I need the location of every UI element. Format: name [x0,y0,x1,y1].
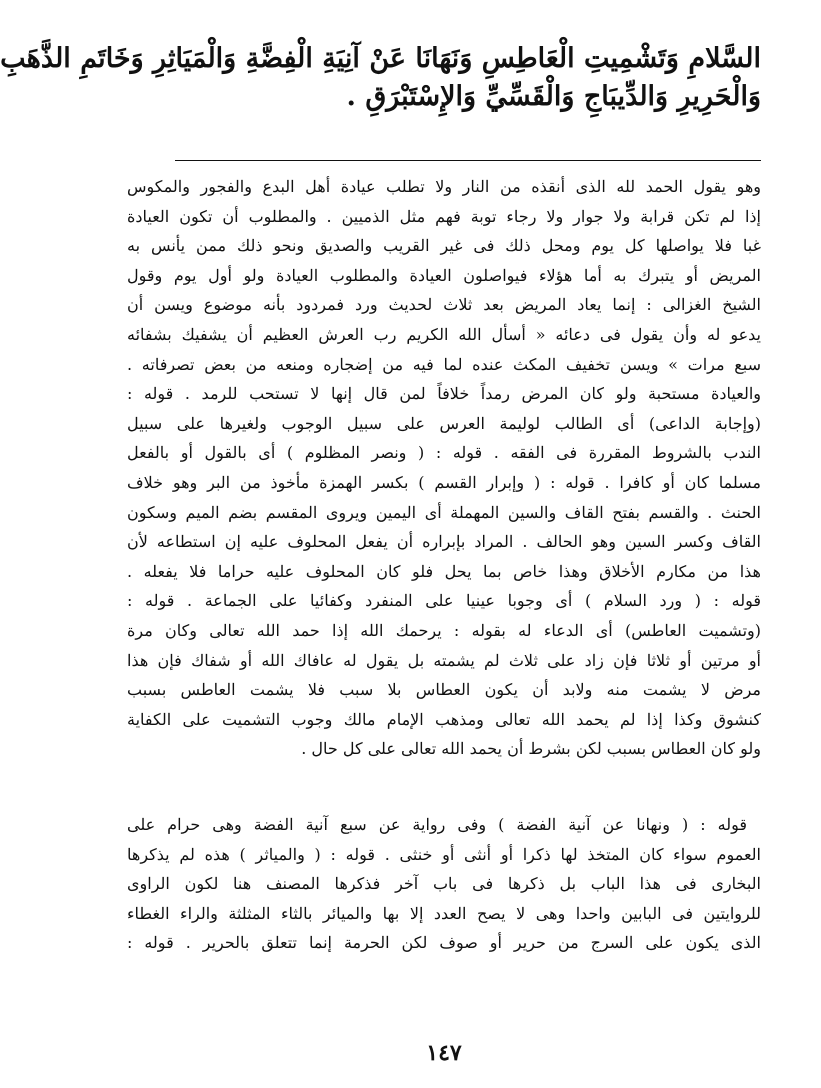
hadith-line: السَّلامِ وَتَشْمِيتِ الْعَاطِسِ وَنَهَانَا عَنْ آنِيَةِ الْفِضَّةِ وَالْمَيَاثِرِ وَخَاتَمِ الذَّهَبِ [0,43,761,74]
text-line: يدعو له وأن يقول فى دعائه « أسأل الله الكريم رب العرش العظيم أن يشفيك بشفائه [127,324,761,344]
book-page [0,40,762,1066]
commentary-paragraph [127,810,761,958]
text-line: العموم سواء كان المتخذ لها ذكرا أو أنثى أو خنثى . قوله : ( والمياثر ) هذه لم يذكرها [127,844,762,864]
text-line: القاف وكسر السين وهو الحالف . المراد بإبراره أن يفعل المحلوف عليه إن استطاعه لأن [127,532,761,552]
page-number: ١٤٧ [426,1040,462,1066]
hadith-line: وَالْحَرِيرِ وَالدِّيبَاجِ وَالْقَسِّيِّ وَالإِسْتَبْرَقِ . [346,81,761,112]
text-line: والعيادة مستحبة ولو كان المرض رمداً خلافاً لمن قال إنها لا تستحب للرمد . قوله : [127,384,761,404]
text-line: الذى يكون على السرج من حرير أو صوف لكن الحرمة إنما تتعلق بالحرير . قوله : [127,933,761,953]
text-line: مسلما كان أو كافرا . قوله : ( وإبرار القسم ) بكسر الهمزة مأخوذ من البر وهو خلاف [127,472,761,492]
text-line: إذا لم تكن قرابة ولا جوار ولا رجاء توبة فهم مثل الذميين . والمطلوب أن تكون العيادة [127,206,761,226]
text-line: المريض أو يتبرك به أما هؤلاء فيواصلون العيادة والمطلوب العيادة ولو أول يوم وقول [127,265,761,285]
text-line: غبا فلا يواصلها كل يوم ومحل ذلك فى غير القريب والصديق ونحو ذلك ممن يأنس به [127,236,762,256]
text-line: ولو كان العطاس بسبب لكن بشرط أن يحمد الله تعالى على كل حال . [301,739,761,759]
text-line: سبع مرات » ويسن تخفيف المكث عنده لما فيه من إضجاره ومنعه من بعض تصرفاته . [127,354,761,374]
separator-rule [175,160,761,161]
text-line: الندب بالشروط المقررة فى الفقه . قوله : ( ونصر المظلوم ) أى بالقول أو بالفعل [127,443,761,463]
text-line: للروايتين فى البابين واحدا وهى لا يصح العدد إلا بها والميائر بالثاء المثلثة والراء الغطاء [127,903,762,923]
text-line: (وتشميت العاطس) أى الدعاء له بقوله : يرحمك الله إذا حمد الله تعالى وكان مرة [127,620,761,640]
text-line: الحنث . والقسم بفتح القاف والسين المهملة أى اليمين ويروى المقسم بضم الميم وسكون [127,502,761,522]
text-line: الشيخ الغزالى : إنما يعاد المريض بعد ثلاث لحديث ورد فمردود بأنه موضوع ويسن أن [127,295,761,315]
commentary-paragraph [127,172,761,764]
text-line: البخارى فى هذا الباب بل ذكرها فى باب آخر فذكرها المصنف هنا لكون الراوى [127,874,761,894]
text-line: مرض لا يشمت منه ولابد أن يكون العطاس بلا سبب فلا يشمت العاطس بسبب [127,680,761,700]
text-line: هذا من مكارم الأخلاق وهذا خاص بما يحل فلو كان المحلوف عليه حراما فلا يفعله . [127,561,761,581]
hadith-text [0,40,761,116]
text-line: (وإجابة الداعى) أى الطالب لوليمة العرس على سبيل الوجوب ولغيرها على سبيل [127,413,761,433]
text-line: قوله : ( ورد السلام ) أى وجوبا عينيا على المنفرد وكفائيا على الجماعة . قوله : [127,591,761,611]
text-line: قوله : ( ونهانا عن آنية الفضة ) وفى رواية عن سبع آنية الفضة وهى حرام على [127,815,747,834]
text-line: وهو يقول الحمد لله الذى أنقذه من النار ولا تطلب عيادة أهل البدع والفجور والمكوس [127,177,761,196]
text-line: كنشوق وكذا إذا لم يحمد الله تعالى ومذهب الإمام مالك وجوب التشميت على الكفاية [127,709,761,729]
text-line: أو مرتين أو ثلاثا فإن زاد على ثلاث لم يشمته بل يقول له عافاك الله أو شفاك فإن هذا [127,650,761,670]
